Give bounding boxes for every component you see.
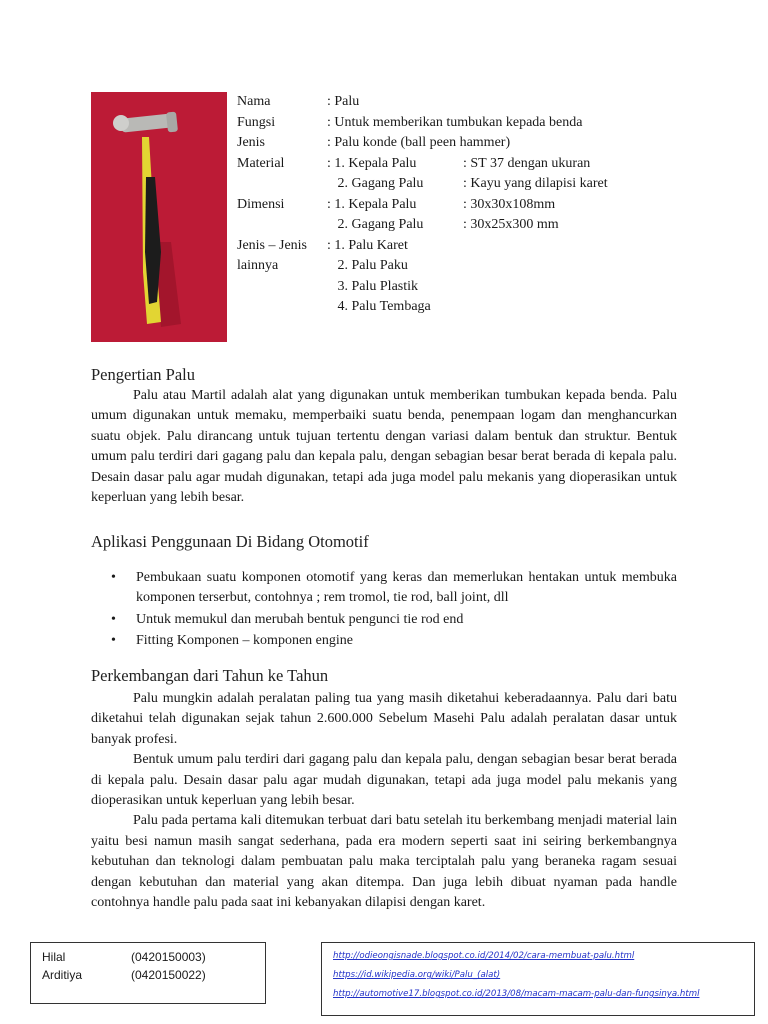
spec-value: 4. Palu Tembaga bbox=[327, 299, 431, 314]
spec-value: 2. Palu Paku bbox=[327, 258, 408, 273]
spec-value: : 1. Kepala Palu bbox=[327, 155, 417, 171]
reference-link[interactable]: http://odieongisnade.blogspot.co.id/2014/02/cara-membuat-palu.html bbox=[333, 951, 635, 961]
list-item-text: Fitting Komponen – komponen engine bbox=[136, 633, 353, 649]
author-nim: (0420150003) bbox=[131, 950, 206, 964]
paragraph: Bentuk umum palu terdiri dari gagang palu dan kepala palu, dengan sebagian besar berat berada di kepala palu. Desain dasar palu agar mudah digunakan, tetapi ada juga model palu mekanis yang dioperasikan untuk keperluan yang lebih besar. bbox=[91, 752, 677, 809]
spec-label: lainnya bbox=[237, 258, 279, 273]
spec-label: Material bbox=[237, 155, 285, 171]
paragraph: Palu mungkin adalah peralatan paling tua yang masih diketahui keberadaannya. Palu dari batu diketahui telah digunakan sejak tahun 2.600.000 Sebelum Masehi Palu adalah peralatan dasar untuk banyak profesi. bbox=[91, 691, 677, 747]
spec-detail: : Kayu yang dilapisi karet bbox=[463, 176, 608, 191]
spec-value: 2. Gagang Palu bbox=[327, 176, 424, 191]
references-box bbox=[321, 942, 755, 1016]
list-item bbox=[91, 568, 677, 609]
spec-label: Jenis bbox=[237, 135, 265, 150]
bullet-icon: • bbox=[111, 633, 116, 649]
section-title-pengertian: Pengertian Palu bbox=[91, 365, 196, 384]
hammer-photo bbox=[91, 92, 227, 342]
spec-label: Nama bbox=[237, 94, 271, 109]
reference-link[interactable]: http://automotive17.blogspot.co.id/2013/08/macam-macam-palu-dan-fungsinya.html bbox=[333, 989, 700, 999]
spec-value: 2. Gagang Palu bbox=[327, 217, 424, 232]
author-name: Arditiya bbox=[42, 968, 83, 982]
spec-value: 3. Palu Plastik bbox=[327, 278, 419, 294]
list-item-text: Pembukaan suatu komponen otomotif yang keras dan memerlukan hentakan untuk membuka komponen terserbut, contohnya ; rem tromol, tie rod, ball joint, dll bbox=[136, 570, 677, 606]
author-name: Hilal bbox=[42, 950, 66, 964]
bullet-list bbox=[91, 568, 677, 653]
bullet-icon: • bbox=[111, 611, 116, 627]
section-body-perkembangan bbox=[91, 689, 677, 913]
section-title-aplikasi: Aplikasi Penggunaan Di Bidang Otomotif bbox=[91, 532, 369, 551]
paragraph: Palu atau Martil adalah alat yang digunakan untuk memberikan tumbukan kepada benda. Palu umum digunakan untuk memaku, memperbaiki suatu benda, penempaan logam dan menghancurkan suatu objek. Palu dirancang untuk tujuan tertentu dengan variasi dalam bentuk dan struktur. Bentuk umum palu terdiri dari gagang palu dan kepala palu, dengan sebagian besar berat berada di kepala palu. Desain dasar palu agar mudah digunakan, tetapi ada juga model palu mekanis yang dioperasikan untuk keperluan yang lebih besar. bbox=[91, 388, 677, 506]
author-nim: (0420150022) bbox=[131, 968, 206, 982]
spec-detail: : 30x25x300 mm bbox=[463, 217, 559, 232]
paragraph: Palu pada pertama kali ditemukan terbuat dari batu setelah itu berkembang menjadi material lain yaitu besi namun masih sangat sederhana, pada era modern seperti saat ini seiring berkembangnya kebutuhan dan teknologi dalam pembuatan palu maka terciptalah palu yang beraneka ragam sesuai dengan kebutuhan dan material yang akan ditempa. Dan juga lebih dibuat nyaman pada handle contohnya handle palu pada saat ini kebanyakan dilapisi dengan karet. bbox=[91, 813, 677, 911]
ball-peen-hammer-icon bbox=[91, 92, 227, 342]
bullet-icon: • bbox=[111, 570, 116, 585]
spec-value: : Untuk memberikan tumbukan kepada benda bbox=[327, 114, 583, 130]
section-title-perkembangan: Perkembangan dari Tahun ke Tahun bbox=[91, 666, 329, 685]
spec-label: Fungsi bbox=[237, 114, 276, 130]
spec-value: : Palu bbox=[327, 94, 360, 109]
authors-box bbox=[30, 942, 266, 1004]
reference-link[interactable]: https://id.wikipedia.org/wiki/Palu_(alat) bbox=[333, 970, 501, 980]
spec-label: Dimensi bbox=[237, 196, 285, 212]
spec-detail: : 30x30x108mm bbox=[463, 196, 556, 212]
spec-detail: : ST 37 dengan ukuran bbox=[463, 155, 591, 171]
list-item-text: Untuk memukul dan merubah bentuk pengunci tie rod end bbox=[136, 611, 464, 627]
spec-value: : Palu konde (ball peen hammer) bbox=[327, 135, 511, 150]
spec-label: Jenis – Jenis bbox=[237, 237, 307, 253]
list-item bbox=[91, 631, 677, 651]
section-body-pengertian bbox=[91, 386, 677, 508]
spec-value: : 1. Kepala Palu bbox=[327, 196, 417, 212]
list-item bbox=[91, 610, 677, 630]
spec-value: : 1. Palu Karet bbox=[327, 237, 408, 253]
